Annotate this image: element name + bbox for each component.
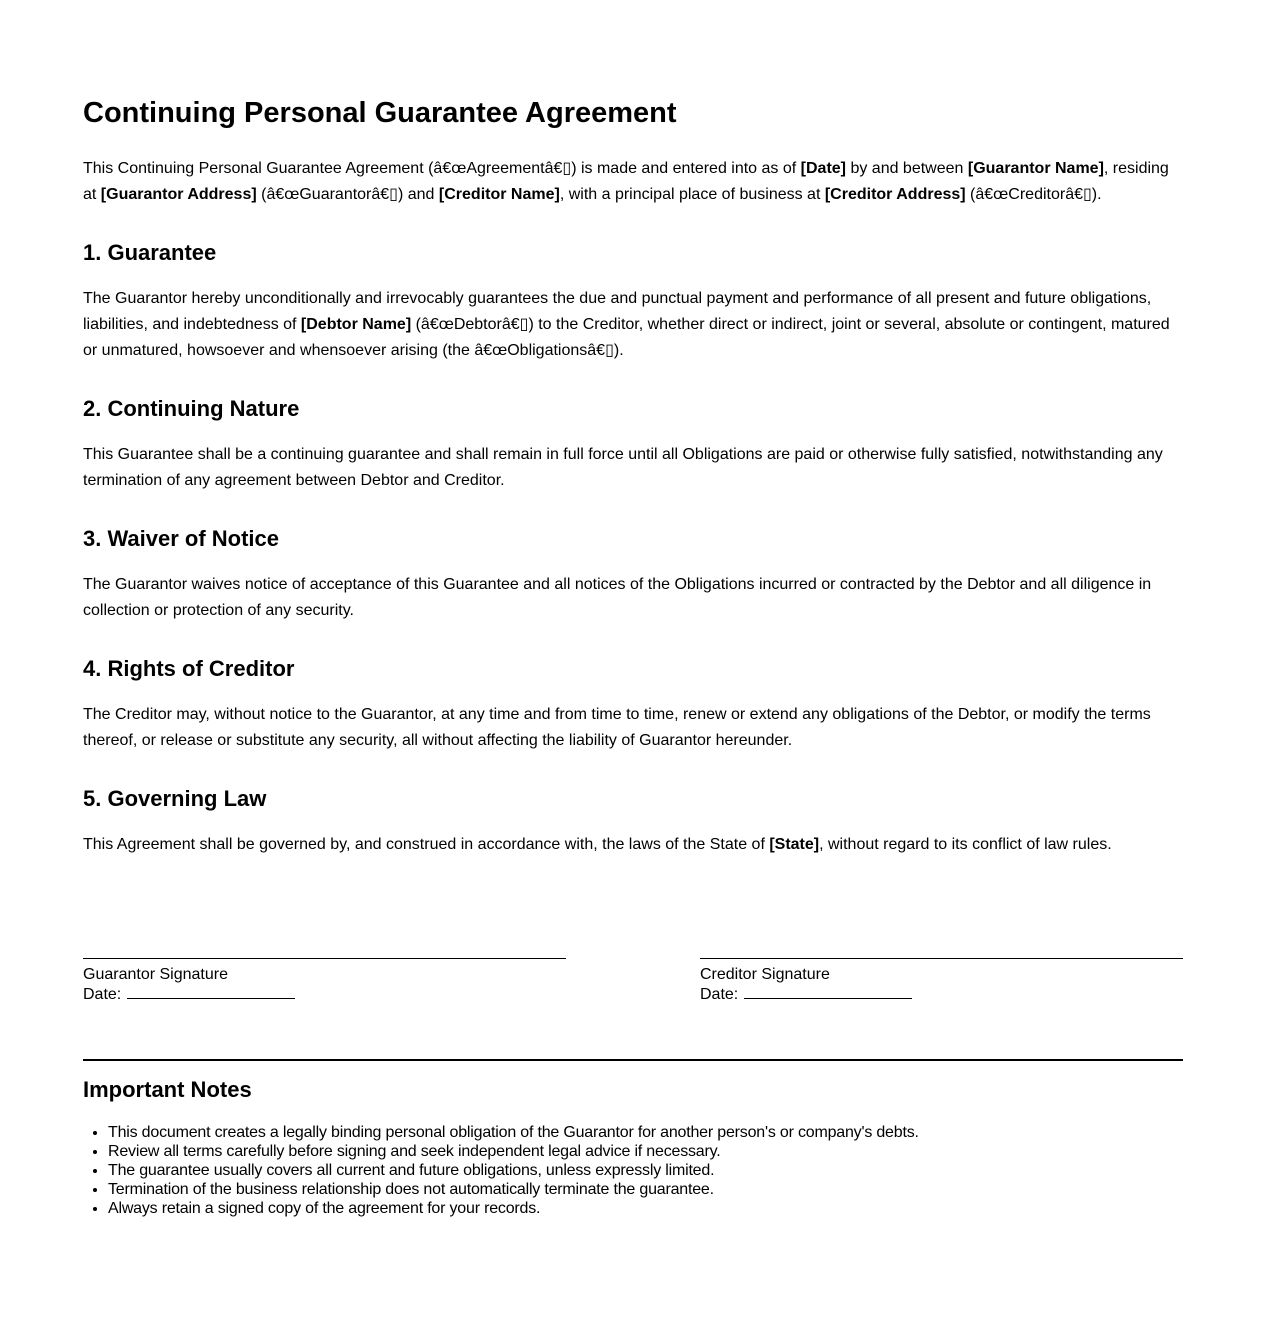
section-body-continuing-nature: This Guarantee shall be a continuing guarantee and shall remain in full force until all Obligations are paid or otherwise fully satisfied, notwithstanding any termination of any agreement between Debtor and Creditor. [83,446,1163,489]
divider-rule [83,1059,1183,1061]
section-heading-continuing-nature: 2. Continuing Nature [83,396,300,421]
section-heading-governing-law: 5. Governing Law [83,786,267,811]
signature-section [83,958,1183,1005]
section-heading-waiver-of-notice: 3. Waiver of Notice [83,526,280,551]
intro-paragraph: This Continuing Personal Guarantee Agreement (â€œAgreementâ€▯) is made and entered into as of [Date] by and between [Guarantor Name], residing at [Guarantor Address] (â€œGuarantorâ€▯) and [Creditor Name], with a principal place of business at [Creditor Address] (â€œCreditorâ€▯). [83,160,1169,203]
creditor-signature-label: Creditor Signature [700,966,830,983]
section-body-rights-of-creditor: The Creditor may, without notice to the Guarantor, at any time and from time to time, renew or extend any obligations of the Debtor, or modify the terms thereof, or release or substitute any security, all without affecting the liability of Guarantor hereunder. [83,706,1151,749]
note-item: • Review all terms carefully before signing and seek independent legal advice if necessary. [108,1142,1183,1161]
note-item: • The guarantee usually covers all current and future obligations, unless expressly limited. [108,1161,1183,1180]
notes-heading: Important Notes [83,1077,252,1102]
section-body-waiver-of-notice: The Guarantor waives notice of acceptance of this Guarantee and all notices of the Obligations incurred or contracted by the Debtor and all diligence in collection or protection of any security. [83,576,1152,619]
creditor-date-row [700,985,1183,1005]
creditor-date-label: Date: [700,986,739,1003]
note-item: • This document creates a legally binding personal obligation of the Guarantor for another person's or company's debts. [108,1123,1183,1142]
guarantor-date-label: Date: [83,986,122,1003]
note-item: • Termination of the business relationship does not automatically terminate the guarantee. [108,1180,1183,1199]
guarantor-signature-block [83,958,566,1005]
creditor-signature-block [700,958,1183,1005]
guarantor-date-blank-line [127,985,295,999]
guarantor-signature-label: Guarantor Signature [83,966,228,983]
section-body-governing-law: This Agreement shall be governed by, and construed in accordance with, the laws of the State of [State], without regard to its conflict of law rules. [83,836,1112,853]
creditor-date-blank-line [744,985,912,999]
note-item: • Always retain a signed copy of the agreement for your records. [108,1199,1183,1218]
section-body-guarantee: The Guarantor hereby unconditionally and irrevocably guarantees the due and punctual payment and performance of all present and future obligations, liabilities, and indebtedness of [Debtor Name] (â€œDebtorâ€▯) to the Creditor, whether direct or indirect, joint or several, absolute or contingent, matured or unmatured, howsoever and whensoever arising (the â€œObligationsâ€▯). [83,290,1170,359]
notes-list [83,1123,1183,1218]
section-heading-rights-of-creditor: 4. Rights of Creditor [83,656,295,681]
section-heading-guarantee: 1. Guarantee [83,240,217,265]
document-title: Continuing Personal Guarantee Agreement [83,97,677,129]
guarantor-date-row [83,985,566,1005]
